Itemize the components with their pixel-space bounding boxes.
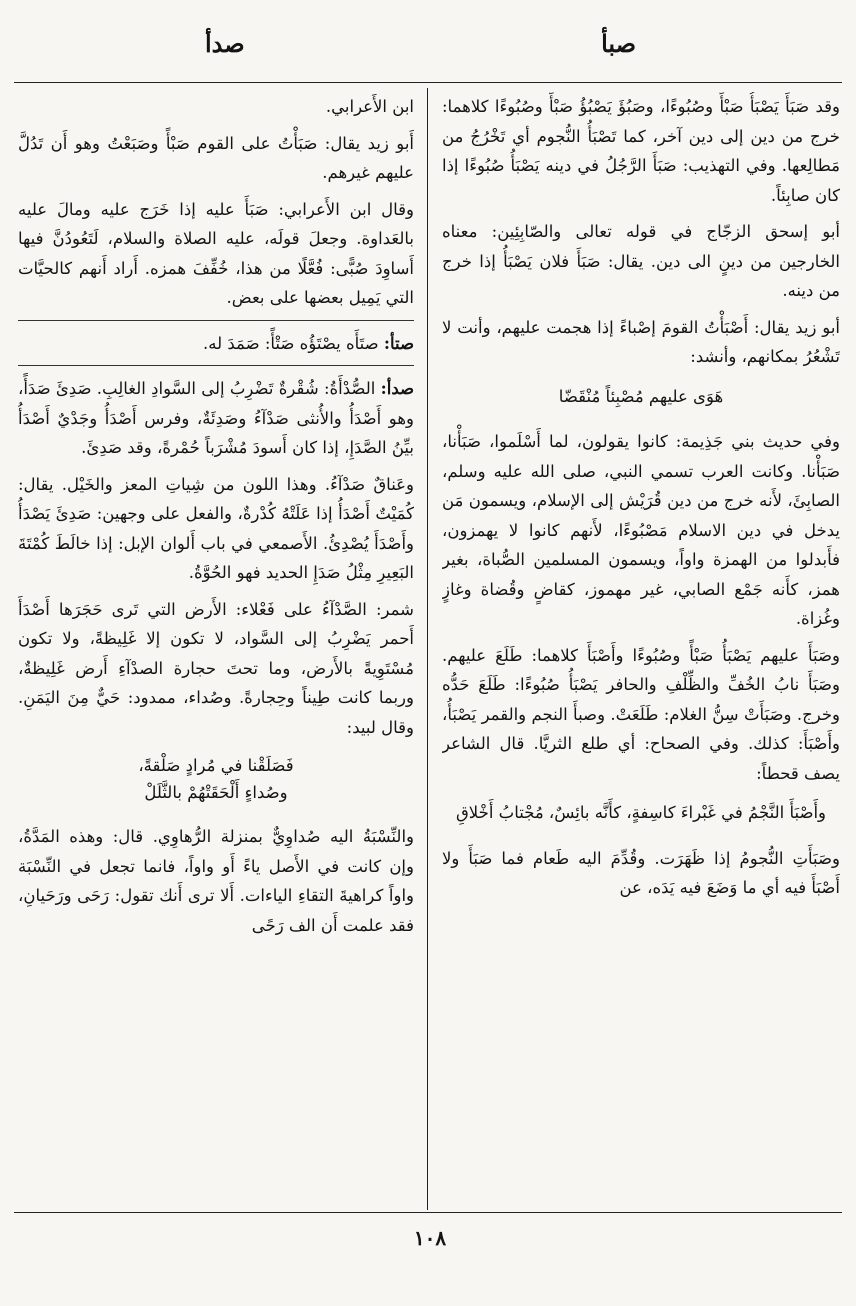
entry-paragraph: وعَناقٌ صَدْآءُ. وهذا اللون من شِياتِ المعز والخَيْل. يقال: كُمَيْتٌ أَصْدَأُ إذا عَلَتْهُ كُدْرةٌ، والفعل على وجهين: صَدِئَ يَصْدَأُ وأَصْدَأَ يُصْدِئُ. الأَصمعي في باب أَلوان الإبل: إذا خالَطَ كُمْتَةَ البَعِيرِ مِثْلُ صَدَإِ الحديد فهو الحُوَّةُ. [18, 474, 414, 582]
entry-paragraph: ابن الأَعرابي. [325, 97, 414, 116]
entry-paragraph: أَبو زيد يقال: صَبَأْتُ على القوم صَبْأً وصَبَعْتُ وهو أَن تَدُلَّ عليهم غيرهم. [18, 133, 414, 182]
entry-text: الصُّدْأَةُ: شُقْرةٌ تَضْرِبُ إلى السَّوادِ الغالِبِ. صَدِئَ صَدَأً، وهو أَصْدَأُ والأُنثى صَدْآءُ وصَدِئَةٌ، وفرس أَصْدَأُ وجَدْيٌ أَصْدَأُ بيِّنُ الصَّدَإِ، إذا كان أَسودَ مُشْرَباً حُمْرةً، وقد صَدِئَ. [18, 379, 414, 457]
entry-paragraph: أبو إسحق الزجّاج في قوله تعالى والصّابِئِين: معناه الخارجين من دينٍ الى دين. يقال: صَبَأَ فلان يَصْبَأُ إذا خرج من دينه. [442, 222, 840, 300]
verse-line: فَصَلَقْنا في مُرادٍ صَلْقةً، [138, 756, 294, 775]
entry-paragraph: وصَبَأَ عليهم يَصْبَأُ صَبْأً وصُبُوءًا وأَصْبَأَ كلاهما: طَلَعَ عليهم. وصَبَأَ نابُ الخُفِّ والظِّلْفِ والحافر يَصْبَأُ صُبُوءًا: طَلَعَ حَدُّه وخرج. وصَبَأَتْ سِنُّ الغلام: طَلَعَتْ. وصبأَ النجم والقمر يَصْبَأُ، وأَصْبَأَ: كذلك. وفي الصحاح: أي طلع الثريَّا. قال الشاعر يصف قحطاً: [442, 645, 840, 783]
column-divider [427, 88, 428, 1210]
entry-paragraph: شمر: الصَّدْآءُ على فَعْلاء: الأَرض التي تَرى حَجَرَها أَصْدَأَ أَحمر يَضْرِبُ إلى السَّواد، لا تكون إلا غَلِيظةً، ولا تكون مُسْتَوِيةً بالأَرض، وما تحتَ حجارة الصدْآءِ أَرض غَلِيظةٌ، وربما كانت طِيناً وحِجارةً. وصُداء، ممدود: حَيٌّ مِنَ اليَمَنِ. وقال لبيد: [18, 599, 414, 737]
left-column [18, 92, 414, 1204]
page-number: ١٠٨ [413, 1226, 447, 1250]
entry-sata [18, 320, 414, 359]
verse-line: وصُداءٍ أَلْحَقَتْهُمْ بالثَّلَلْ [144, 783, 288, 802]
entry-paragraph: وصَبَأَتِ النُّجومُ إذا ظَهَرَت. وقُدِّمَ اليه طَعام فما صَبَأَ ولا أَصْبَأَ فيه أي ما وَضَعَ فيه يَدَه، عن [442, 848, 840, 897]
entry-paragraph: وقد صَبَأَ يَصْبَأُ صَبْأً وصُبُوءًا، وصَبُؤَ يَصْبُؤُ صَبْأً وصُبُوءًا كلاهما: خرج من دين إلى دين آخر، كما تَصْبَأُ النُّجوم أي تَخْرُجُ من مَطالِعها. وفي التهذيب: صَبَأَ الرَّجُلُ في دينه يَصْبَأُ صُبُوءًا إذا كان صابِئاً. [442, 97, 840, 205]
header-headword-right: صبأ [601, 29, 636, 58]
entry-sada [18, 365, 414, 463]
headword: صدأ: [380, 379, 414, 398]
header-headword-left: صدأ [205, 29, 245, 58]
verse-quote: هَوَى عليهم مُصْبِئاً مُنْقَضّا [558, 386, 724, 406]
verse-quote [18, 752, 414, 806]
right-column [442, 92, 840, 1204]
headword: صتأ: [383, 333, 414, 353]
entry-paragraph: والنِّسْبَةُ اليه صُداوِيٌّ بمنزلة الرُّهاوِي. قال: وهذه المَدَّةُ، وإن كانت في الأَصل ياءً أَو واواً، فانما تجعل في النِّسْبَة واواً كراهيةَ التقاءِ الياءات. أَلا ترى أَنك تقول: رَحَى ورَحَيانِ، فقد علمت أَن الف رَحًى [18, 827, 414, 935]
entry-paragraph: أبو زيد يقال: أَصْبَأْتُ القومَ إصْباءً إذا هجمت عليهم، وأنت لا تَشْعُرُ بمكانهم، وأنشد: [442, 317, 840, 366]
footer-rule [14, 1212, 842, 1213]
verse-quote: وأَصْبَأَ النَّجْمُ في غَبْراءَ كاسِفةٍ، كأَنَّه بائِسٌ، مُجْتابُ أَخْلاقِ [455, 803, 827, 822]
entry-text: صتَأَه يصْتَؤُه صَتْأً: صَمَدَ له. [203, 333, 379, 353]
entry-paragraph: وفي حديث بني جَذِيمة: كانوا يقولون، لما أَسْلَموا، صَبَأْنا، صَبَأْنا. وكانت العرب تسمي النبي، صلى الله عليه وسلم، الصابِئَ، لأَنه خرج من دين قُرَيْش إلى الإسلام، ويسمون مَن يدخل في دين الاسلام مَصْبُوءًا، لأَنهم كانوا لا يهمزون، فأَبدلوا من الهمزة واواً، ويسمون المسلمين الصُّباة، بغير همز، كأَنه جَمْع الصابي، غير مهموز، كقاضٍ وقُضاة وغازٍ وغُزاة. [442, 432, 840, 628]
header-rule [14, 82, 842, 83]
entry-paragraph: وقال ابن الأَعرابي: صَبَأَ عليه إذا خَرَج عليه ومالَ عليه بالعَداوة. وجعلَ قولَه، عليه الصلاة والسلام، لَتَعُودُنَّ فيها أَساوِدَ صُبًّى: فُعَّلًا من هذا، خُفِّفَ همزه. أَراد أَنهم كالحيَّات التي يَمِيل بعضها على بعض. [18, 199, 414, 307]
